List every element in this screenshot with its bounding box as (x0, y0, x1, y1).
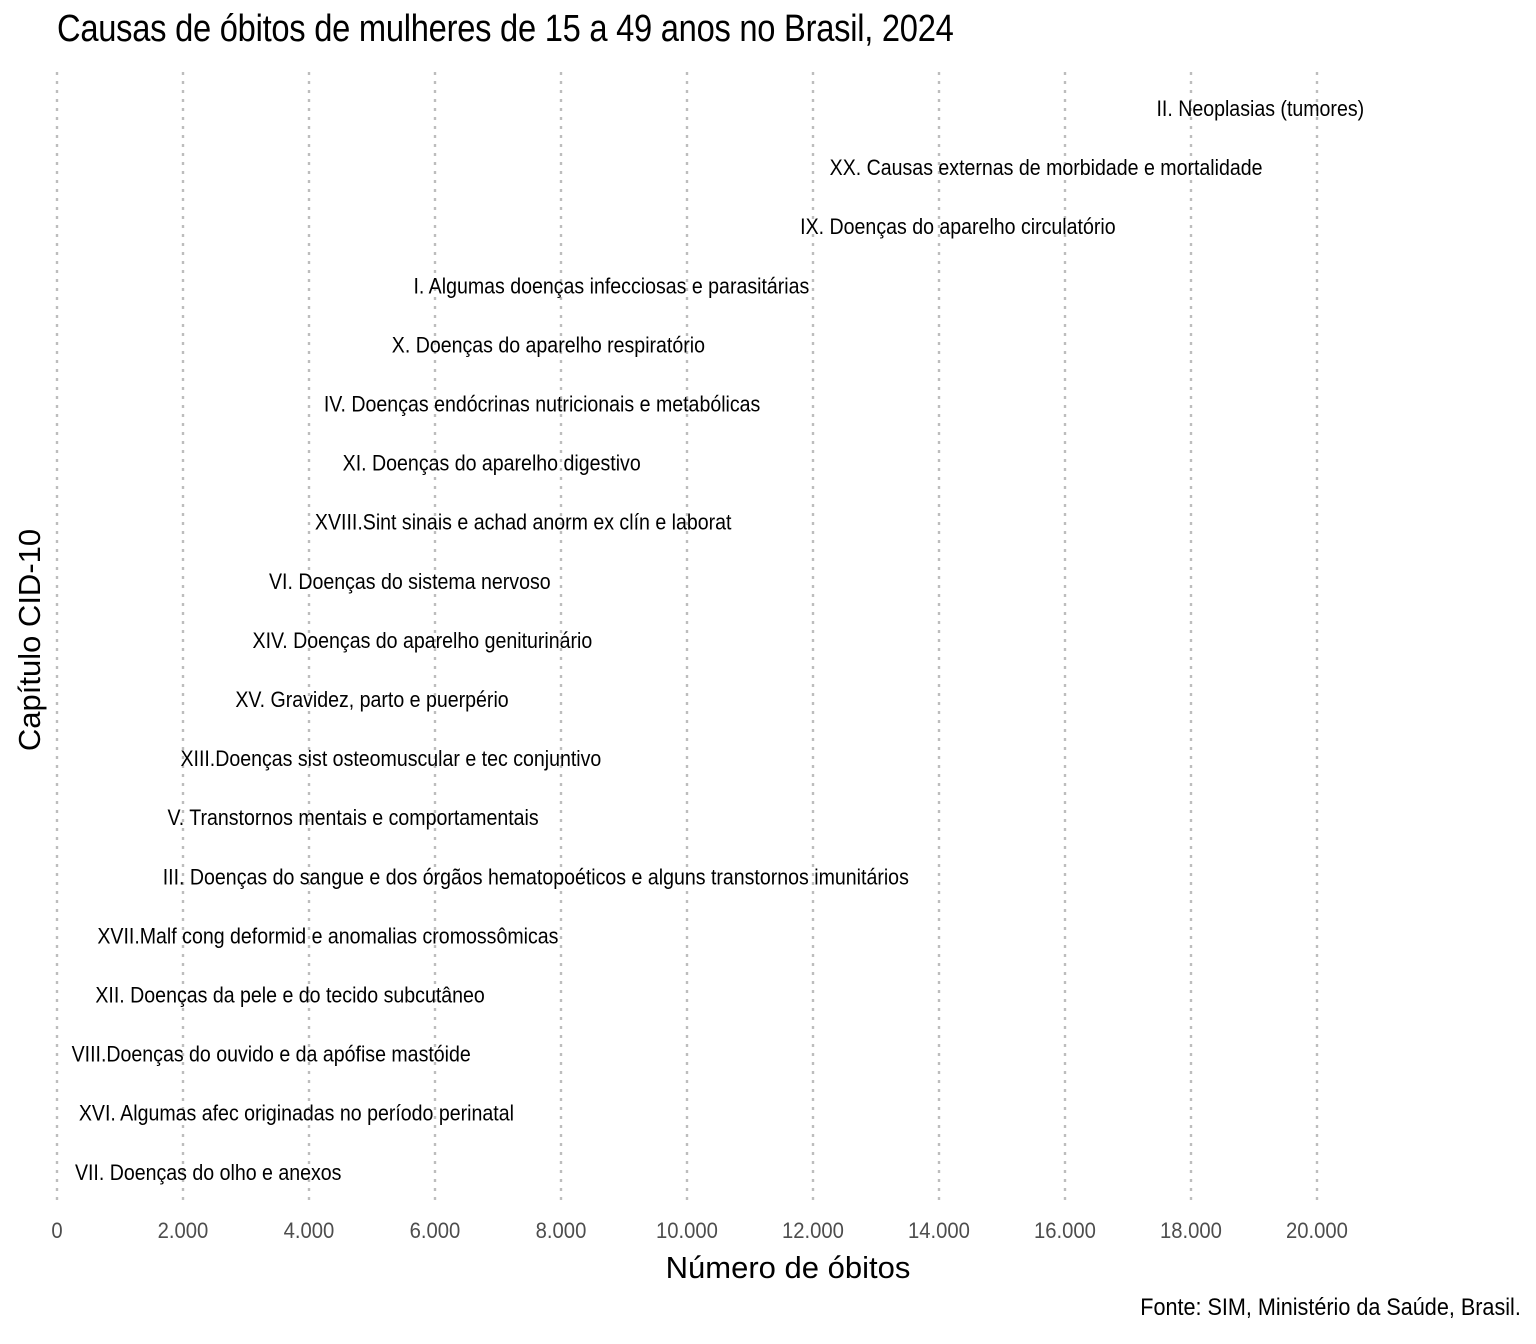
category-label-4: X. Doenças do aparelho respiratório (391, 333, 706, 358)
x-axis-title: Número de óbitos (665, 1250, 911, 1285)
x-tick-label-0: 0 (51, 1218, 63, 1244)
source-caption: Fonte: SIM, Ministério da Saúde, Brasil. (1140, 1294, 1521, 1321)
x-tick-label-1: 2.000 (157, 1218, 209, 1244)
category-label-17: XVI. Algumas afec originadas no período perinatal (78, 1101, 514, 1127)
category-label-16: VIII.Doenças do ouvido e da apófise mastóide (71, 1042, 471, 1067)
y-axis-title: Capítulo CID-10 (12, 528, 47, 752)
gridlines (57, 72, 1317, 1200)
category-label-7: XVIII.Sint sinais e achad anorm ex clín e laborat (314, 510, 732, 536)
chart-title: Causas de óbitos de mulheres de 15 a 49 anos no Brasil, 2024 (57, 8, 954, 50)
category-label-5: IV. Doenças endócrinas nutricionais e metabólicas (323, 392, 761, 417)
category-label-0: II. Neoplasias (tumores) (1156, 96, 1365, 122)
x-tick-label-7: 14.000 (908, 1218, 970, 1244)
x-tick-label-3: 6.000 (409, 1218, 461, 1244)
category-label-2: IX. Doenças do aparelho circulatório (800, 214, 1116, 240)
category-label-12: V. Transtornos mentais e comportamentais (167, 805, 539, 831)
x-tick-label-6: 12.000 (782, 1218, 844, 1244)
x-axis-ticks (51, 1218, 1348, 1243)
category-label-3: I. Algumas doenças infecciosas e parasitárias (413, 274, 810, 299)
category-label-9: XIV. Doenças do aparelho geniturinário (252, 628, 593, 654)
category-label-8: VI. Doenças do sistema nervoso (268, 569, 551, 595)
x-tick-label-4: 8.000 (535, 1218, 587, 1244)
category-label-11: XIII.Doenças sist osteomuscular e tec conjuntivo (180, 746, 602, 772)
category-labels (72, 97, 1365, 1185)
category-label-10: XV. Gravidez, parto e puerpério (235, 687, 509, 713)
x-tick-label-5: 10.000 (656, 1218, 718, 1244)
category-label-15: XII. Doenças da pele e do tecido subcutâneo (95, 983, 485, 1008)
x-tick-label-2: 4.000 (283, 1218, 335, 1244)
category-label-13: III. Doenças do sangue e dos órgãos hematopoéticos e alguns transtornos imunitários (162, 865, 909, 890)
category-label-14: XVII.Malf cong deformid e anomalias cromossômicas (97, 924, 559, 949)
category-label-18: VII. Doenças do olho e anexos (74, 1160, 342, 1186)
x-tick-label-8: 16.000 (1034, 1218, 1096, 1244)
x-tick-label-9: 18.000 (1160, 1218, 1222, 1244)
category-label-1: XX. Causas externas de morbidade e mortalidade (829, 155, 1263, 181)
x-tick-label-10: 20.000 (1286, 1218, 1348, 1244)
category-label-6: XI. Doenças do aparelho digestivo (342, 451, 641, 476)
